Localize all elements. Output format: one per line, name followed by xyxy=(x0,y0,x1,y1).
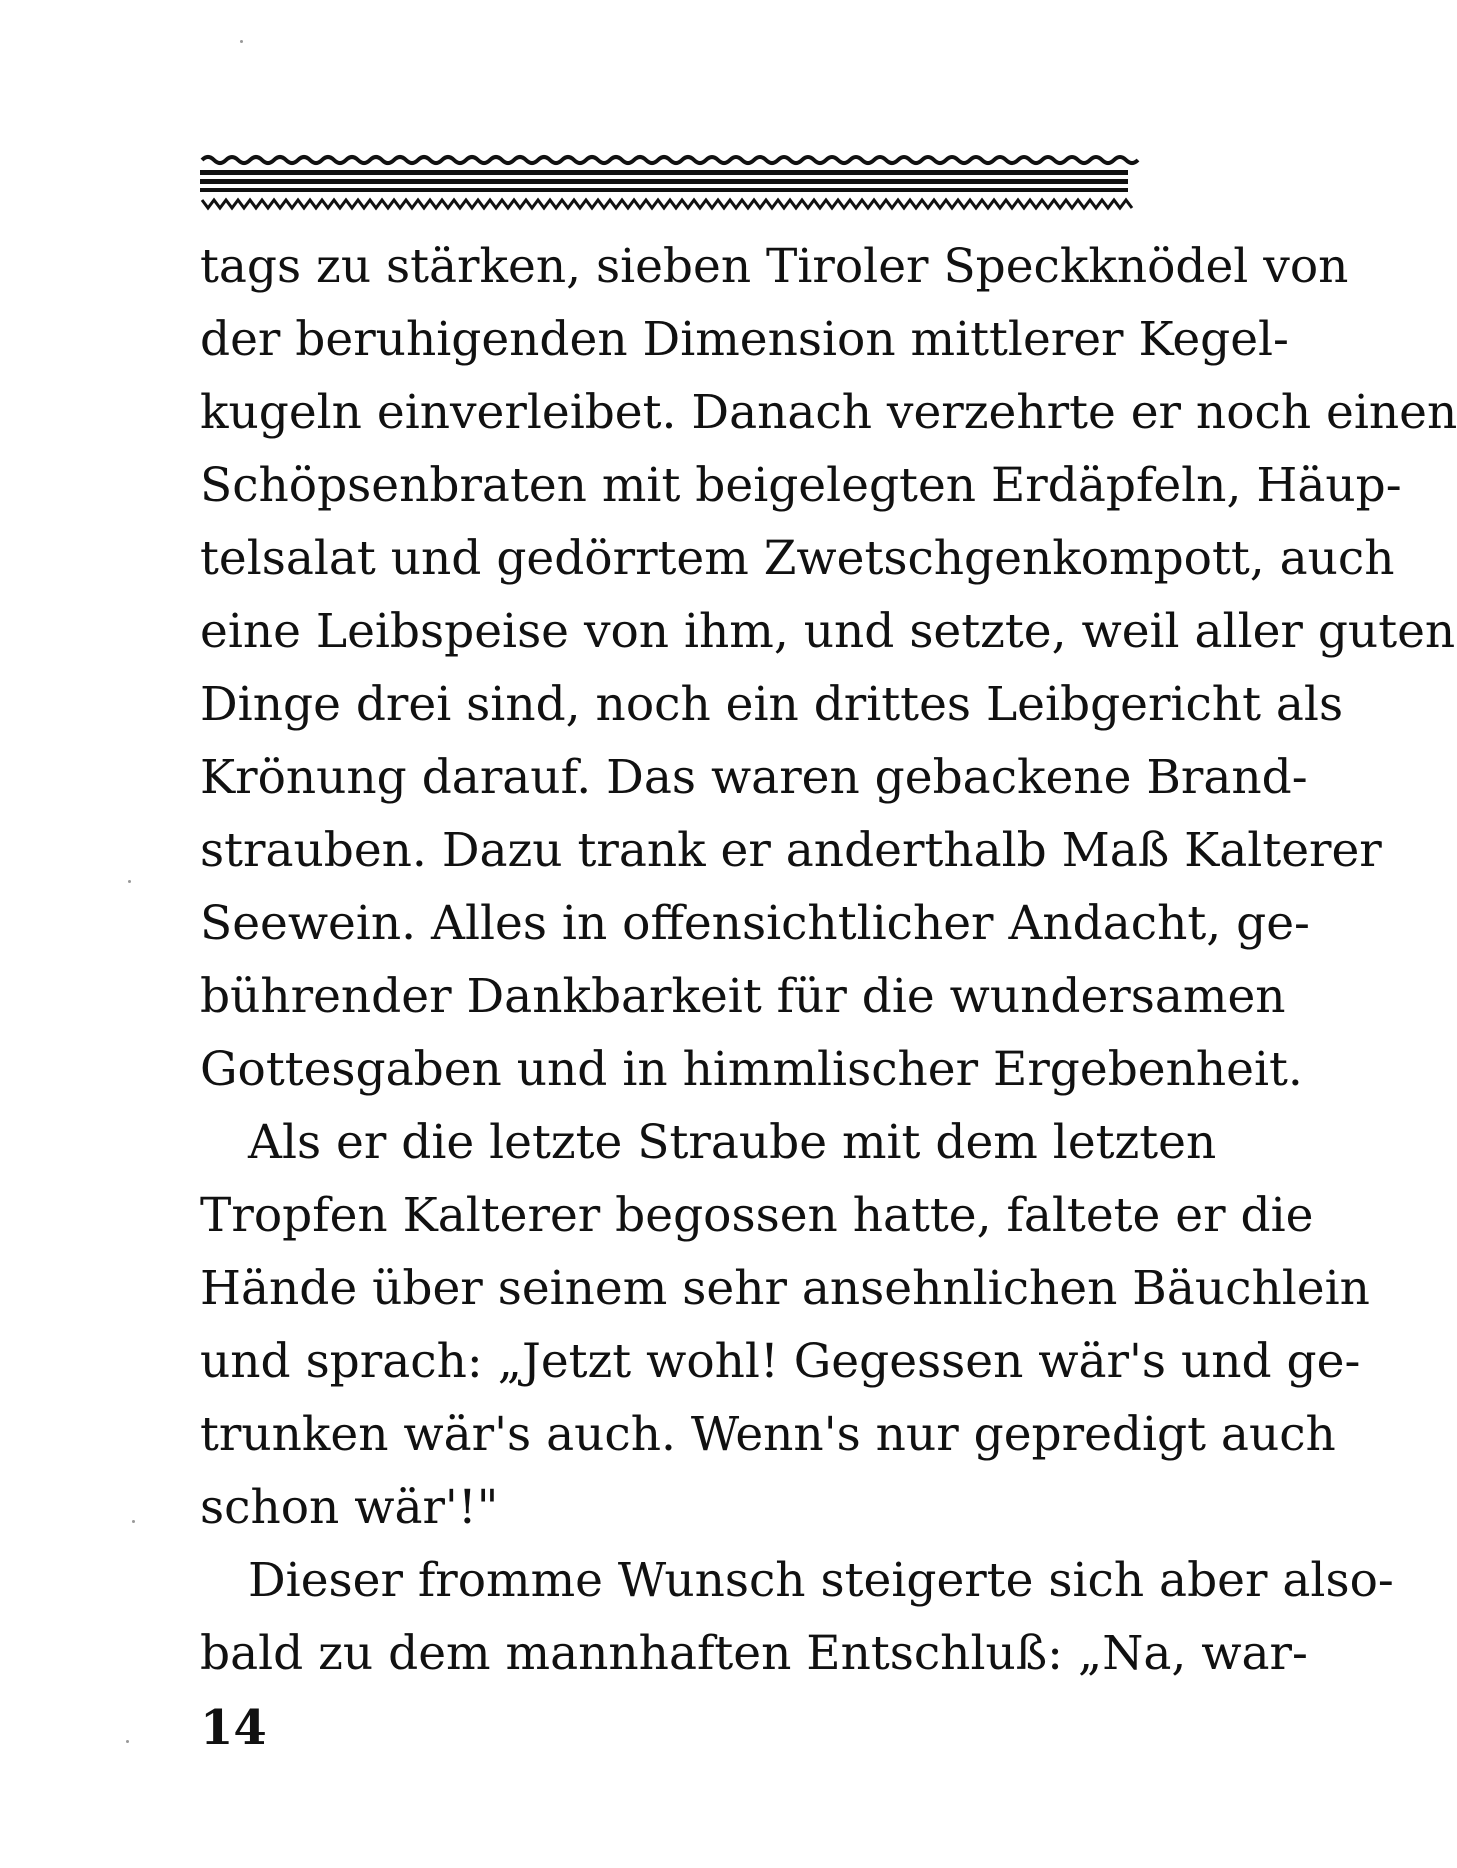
text-line: strauben. Dazu trank er anderthalb Maß Kalterer xyxy=(200,823,1382,878)
text-line: trunken wär's auch. Wenn's nur gepredigt auch xyxy=(200,1407,1336,1462)
text-line: Seewein. Alles in offensichtlicher Andacht, ge- xyxy=(200,896,1310,951)
text-line: schon wär'!" xyxy=(200,1480,499,1535)
text-line: Als er die letzte Straube mit dem letzten xyxy=(248,1115,1217,1170)
decorative-wavy-rule-icon xyxy=(200,152,1128,214)
paper-speck xyxy=(126,1740,129,1743)
text-line: eine Leibspeise von ihm, und setzte, weil aller guten xyxy=(200,604,1456,659)
paper-speck xyxy=(132,1520,135,1523)
text-line: Dinge drei sind, noch ein drittes Leibgericht als xyxy=(200,677,1344,732)
text-line: und sprach: „Jetzt wohl! Gegessen wär's und ge- xyxy=(200,1334,1361,1389)
paper-speck xyxy=(128,880,131,883)
text-line: bührender Dankbarkeit für die wundersamen xyxy=(200,969,1286,1024)
text-line: Gottesgaben und in himmlischer Ergebenheit. xyxy=(200,1042,1303,1097)
body-text xyxy=(200,230,1457,1690)
text-line: Schöpsenbraten mit beigelegten Erdäpfeln, Häup- xyxy=(200,458,1402,513)
text-line: bald zu dem mannhaften Entschluß: „Na, war- xyxy=(200,1626,1308,1681)
text-line: Dieser fromme Wunsch steigerte sich aber also- xyxy=(248,1553,1394,1608)
text-line: telsalat und gedörrtem Zwetschgenkompott, auch xyxy=(200,531,1395,586)
page-number: 14 xyxy=(200,1700,267,1756)
text-line: kugeln einverleibet. Danach verzehrte er noch einen xyxy=(200,385,1457,440)
text-line: der beruhigenden Dimension mittlerer Kegel- xyxy=(200,312,1289,367)
text-line: tags zu stärken, sieben Tiroler Speckknödel von xyxy=(200,239,1349,294)
text-line: Krönung darauf. Das waren gebackene Brand- xyxy=(200,750,1308,805)
paper-speck xyxy=(240,40,243,43)
text-line: Hände über seinem sehr ansehnlichen Bäuchlein xyxy=(200,1261,1370,1316)
text-line: Tropfen Kalterer begossen hatte, faltete er die xyxy=(200,1188,1314,1243)
